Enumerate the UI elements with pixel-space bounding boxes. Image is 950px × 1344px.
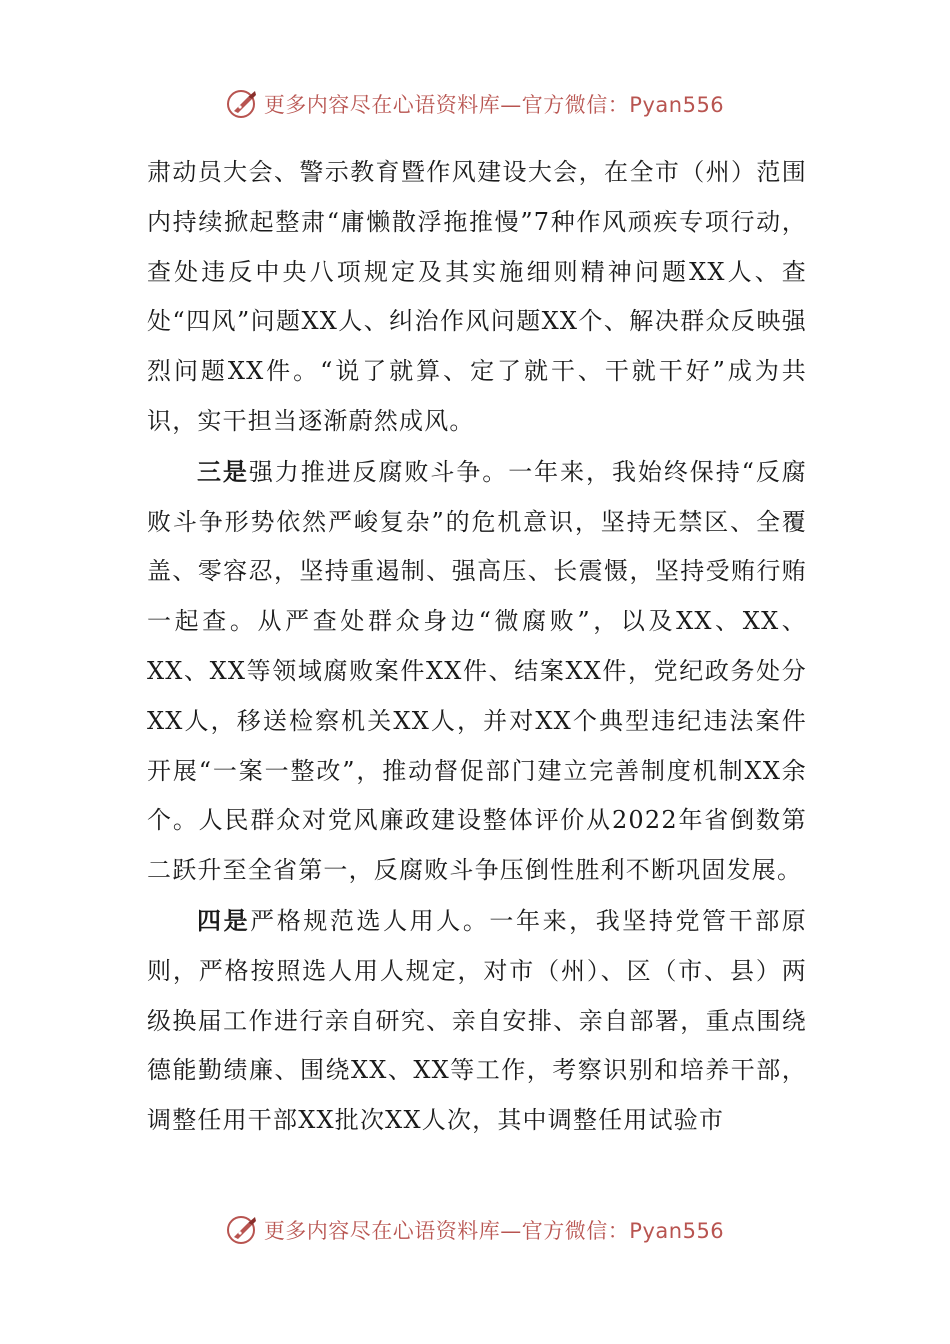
- footer-banner-text: 更多内容尽在心语资料库—官方微信：Pyan556: [263, 1219, 725, 1243]
- paragraph-1: [147, 148, 807, 447]
- paragraph-2-text: 强力推进反腐败斗争。一年来，我始终保持“反腐败斗争形势依然严峻复杂”的危机意识，坚持无禁区、全覆盖、零容忍，坚持重遏制、强高压、长震慑，坚持受贿行贿一起查。从严查处群众身边“微腐败”，以及XX、XX、XX、XX等领域腐败案件XX件、结案XX件，党纪政务处分XX人，移送检察机关XX人，并对XX个典型违纪违法案件开展“一案一整改”，推动督促部门建立完善制度机制XX余个。人民群众对党风廉政建设整体评价从2022年省倒数第二跃升至全省第一，反腐败斗争压倒性胜利不断巩固发展。: [147, 457, 807, 885]
- header-banner-text: 更多内容尽在心语资料库—官方微信：Pyan556: [263, 93, 725, 117]
- paragraph-2-lead: 三是: [197, 456, 249, 486]
- paragraph-2: [147, 447, 807, 896]
- paragraph-1-text: 肃动员大会、警示教育暨作风建设大会，在全市（州）范围内持续掀起整肃“庸懒散浮拖推慢”7种作风顽疾专项行动，查处违反中央八项规定及其实施细则精神问题XX人、查处“四风”问题XX人、纠治作风问题XX个、解决群众反映强烈问题XX件。“说了就算、定了就干、干就干好”成为共识，实干担当逐渐蔚然成风。: [147, 158, 807, 435]
- footer-banner: [0, 1210, 950, 1250]
- header-banner: [0, 84, 950, 124]
- paragraph-3-text: 严格规范选人用人。一年来，我坚持党管干部原则，严格按照选人用人规定，对市（州）、区（市、县）两级换届工作进行亲自研究、亲自安排、亲自部署，重点围绕德能勤绩廉、围绕XX、XX等工作，考察识别和培养干部，调整任用干部XX批次XX人次，其中调整任用试验市: [147, 906, 807, 1135]
- paragraph-3: [147, 896, 807, 1146]
- pen-nib-logo-icon: [226, 1213, 260, 1247]
- pen-nib-logo-icon: [226, 87, 260, 121]
- document-body: [147, 148, 807, 1146]
- paragraph-3-lead: 四是: [197, 905, 251, 935]
